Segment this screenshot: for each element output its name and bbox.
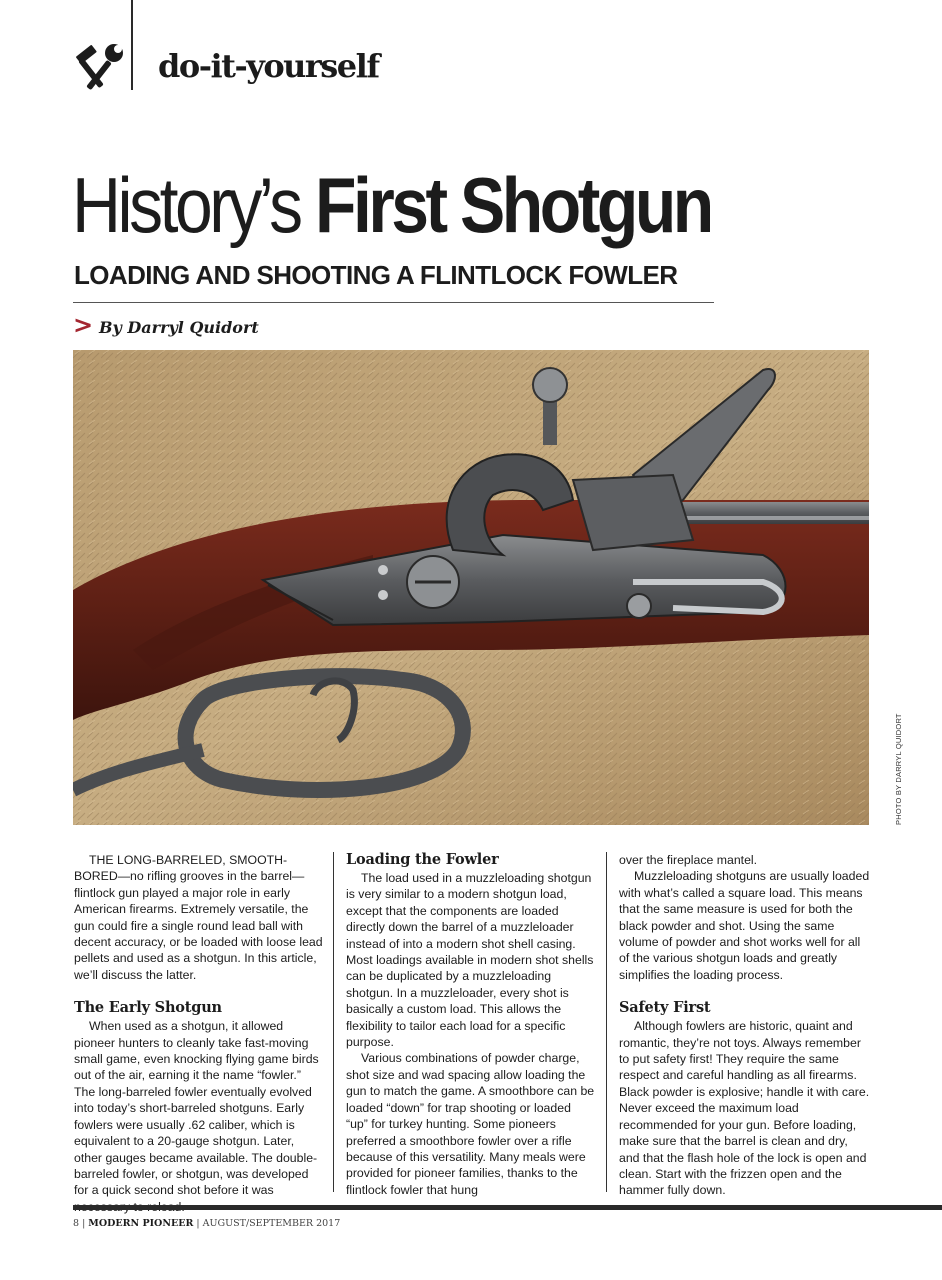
heading-loading-the-fowler: Loading the Fowler <box>346 851 499 868</box>
loading-paragraph-2: Various combinations of powder charge, shot size and wad spacing allow loading the gun to match the game. A smoothbore can be loaded “down” for trap shooting or loaded “up” for turkey hunting. Some pioneers preferred a smoothbore fowler over a rifle because of this versatility. Many meals were provided for pioneer families, thanks to the flintlock fowler that hung <box>346 1051 595 1197</box>
safety-paragraph: Although fowlers are historic, quaint and romantic, they’re not toys. Always remember to put safety first! They require the same respect and careful handling as all firearms. Black powder is explosive; handle it with care. Never exceed the maximum load recommended for your gun. Before loading, make sure that the barrel is clean and dry, and that the flash hole of the lock is open and clean. Start with the frizzen open and the hammer fully down. <box>619 1019 870 1198</box>
photo-credit: PHOTO BY DARRYL QUIDORT <box>894 713 903 825</box>
magazine-name: MODERN PIONEER <box>88 1218 194 1229</box>
early-shotgun-paragraph: When used as a shotgun, it allowed pioneer hunters to cleanly take fast-moving small game, even knocking flying game birds out of the air, earning it the name “fowler.” The long-barreled fowler eventually evolved into today’s short-barreled shotguns. Early fowlers were usually .62 caliber, which is equivalent to a 20-gauge shotgun. Later, other gauges became available. The double-barreled fowler, or shotgun, was developed for a quick second shot before it was <box>74 1019 319 1198</box>
issue-date: AUGUST/SEPTEMBER 2017 <box>202 1218 341 1229</box>
article-column-2 <box>346 850 596 1198</box>
title-light: History’s <box>72 161 300 249</box>
heading-safety-first: Safety First <box>619 999 711 1017</box>
page-footer <box>73 1219 340 1229</box>
header-vertical-rule <box>131 0 133 90</box>
article-column-1 <box>74 852 324 1215</box>
byline-arrow-icon: > <box>73 311 94 339</box>
loading-paragraph-1: The load used in a muzzleloading shotgun is very similar to a modern shotgun load, except that the components are loaded directly down the barrel of a muzzleloader instead of into a modern shot shell casing. Most loadings available in modern shot shells can be duplicated by a muzzleloading shotgun. In a muzzleloader, every shot is basically a custom load. This allows the flexibility to tailor each load for a specific purpose. <box>346 871 594 1050</box>
intro-paragraph: THE LONG-BARRELED, SMOOTH-BORED—no rifling grooves in the barrel—flintlock gun played a major role in early American firearms. Extremely versatile, the gun could fire a single round lead ball with decent accuracy, or be loaded with loose lead pellets and used as a shotgun. In this article, we’ll discuss the latter. <box>74 853 323 982</box>
title-bold: First Shotgun <box>314 161 711 249</box>
article-column-3 <box>619 852 871 1199</box>
column-divider-1 <box>333 852 334 1192</box>
article-subtitle: LOADING AND SHOOTING A FLINTLOCK FOWLER <box>74 260 678 290</box>
footer-separator: | <box>193 1218 203 1229</box>
square-load-paragraph: Muzzleloading shotguns are usually loaded with what’s called a square load. This means that the same measure is used for both the black powder and shot. Using the same volume of powder and shot works well for all of the various shotgun loads and greatly simplifies the loading process. <box>619 869 870 982</box>
column-divider-2 <box>606 852 607 1192</box>
title-divider <box>73 302 714 303</box>
section-label: do-it-yourself <box>158 47 379 85</box>
continued-paragraph: over the fireplace mantel. <box>619 853 758 867</box>
flintlock-lock-photo <box>73 350 869 825</box>
page-number: 8 <box>73 1218 80 1229</box>
footer-separator: | <box>79 1218 89 1229</box>
article-title <box>72 161 711 249</box>
byline: By Darryl Quidort <box>99 318 259 337</box>
tools-icon <box>74 44 126 92</box>
footer-bar <box>73 1205 942 1210</box>
heading-early-shotgun: The Early Shotgun <box>74 999 222 1017</box>
